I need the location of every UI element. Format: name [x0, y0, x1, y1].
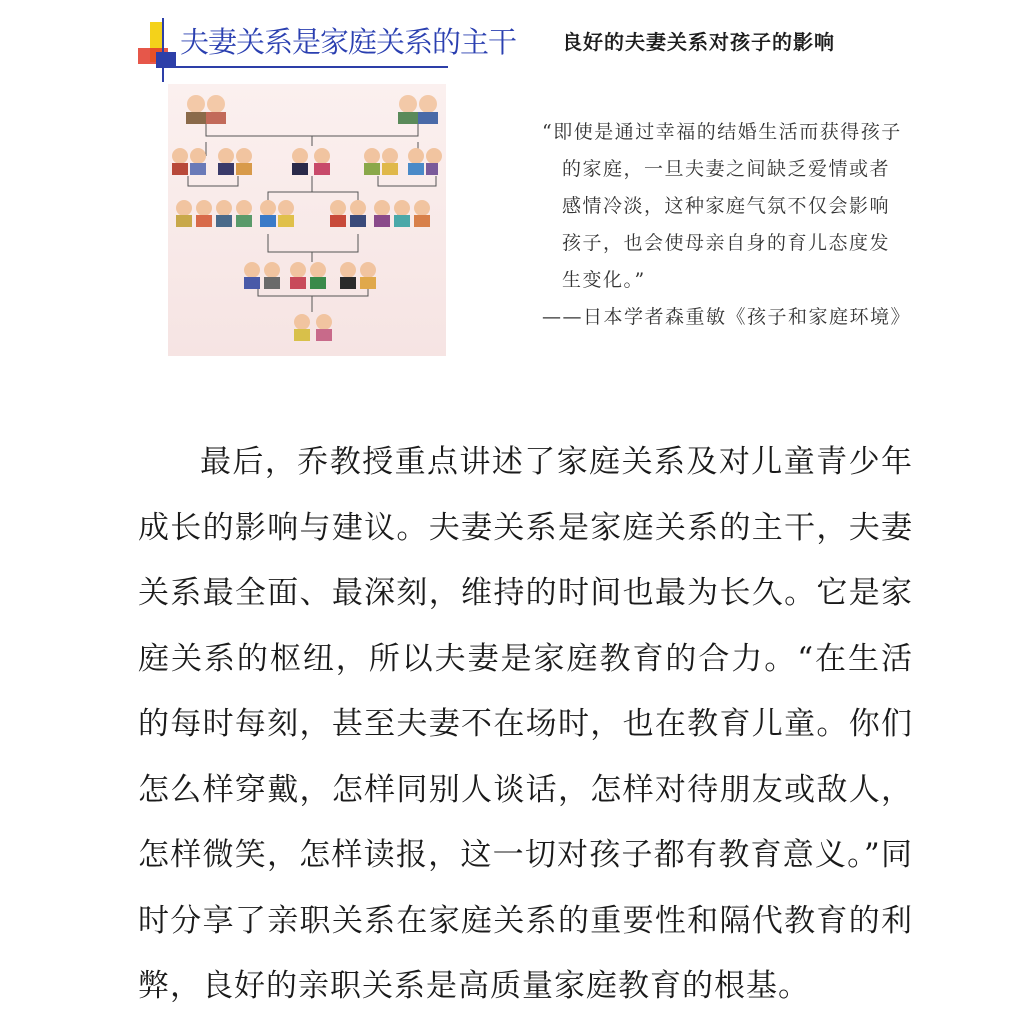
- right-slide-title: 良好的夫妻关系对孩子的影响: [562, 30, 835, 54]
- slide-left: [138, 14, 517, 366]
- body-paragraph: 最后，乔教授重点讲述了家庭关系及对儿童青少年成长的影响与建议。夫妻关系是家庭关系的主干，夫妻关系最全面、最深刻，维持的时间也最为长久。它是家庭关系的枢纽，所以夫妻是家庭教育的合力。“在生活的每时每刻，甚至夫妻不在场时，也在教育儿童。你们怎么样穿戴，怎样同别人谈话，怎样对待朋友或敌人，怎样微笑，怎样读报，这一切对孩子都有教育意义。”同时分享了亲职关系在家庭关系的重要性和隔代教育的利弊，良好的亲职关系是高质量家庭教育的根基。: [138, 444, 913, 1004]
- quote-attribution: ——日本学者森重敏《孩子和家庭环境》: [542, 306, 912, 328]
- quote-block: [542, 114, 912, 336]
- quote-text: “即使是通过幸福的结婚生活而获得孩子的家庭，一旦夫妻之间缺乏爱情或者感情冷淡，这种家庭气氛不仅会影响孩子，也会使母亲自身的育儿态度发生变化。”: [542, 121, 902, 291]
- decor-horizontal-line: [164, 66, 448, 68]
- family-tree-illustration: [168, 84, 446, 356]
- family-tree-image: [168, 84, 446, 356]
- decor-vertical-line: [162, 18, 164, 82]
- figure-grandparents-left: [186, 95, 226, 124]
- left-slide-title: 夫妻关系是家庭关系的主干: [180, 25, 517, 59]
- slide-right: [532, 20, 912, 380]
